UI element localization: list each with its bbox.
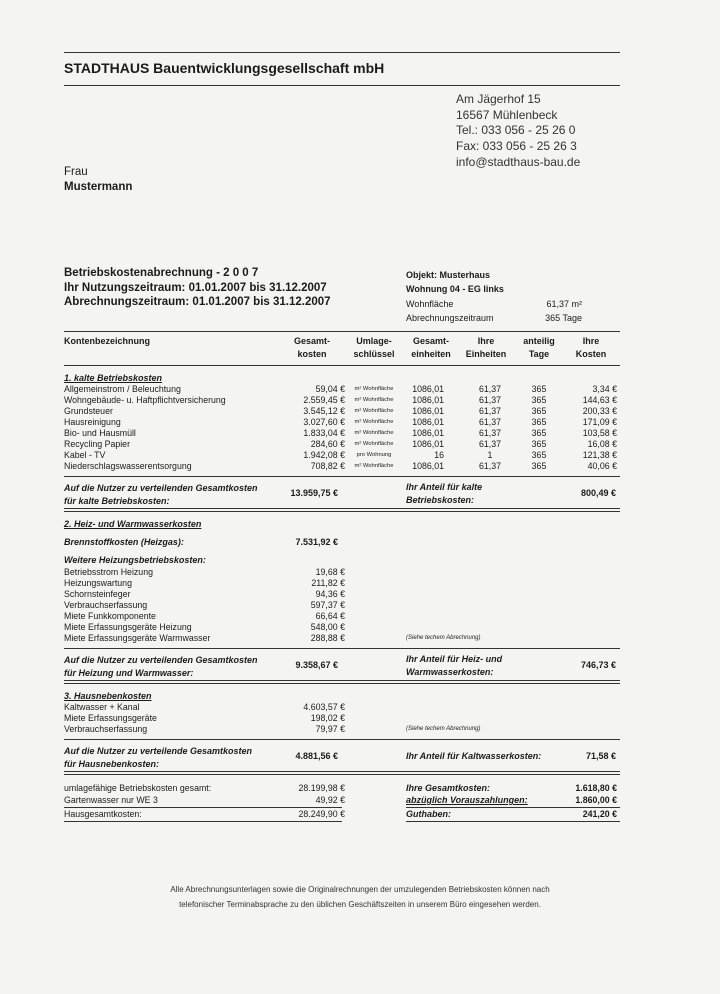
row-your-units: 61,37 — [478, 406, 501, 416]
total-right-label: abzüglich Vorauszahlungen: — [406, 795, 528, 805]
address-city: 16567 Mühlenbeck — [456, 107, 558, 122]
row-total-units: 1086,01 — [412, 417, 444, 427]
col-header-your-cost — [566, 335, 616, 361]
row-key: m² Wohnfläche — [354, 397, 394, 403]
row-name: Recycling Papier — [64, 439, 131, 449]
col-header-total-cost-l2: kosten — [297, 349, 327, 359]
section3-sum-label-l2: für Hausnebenkosten: — [64, 759, 160, 769]
row-cost: 94,36 € — [315, 589, 345, 599]
row-name: Miete Funkkomponente — [64, 611, 156, 621]
col-header-total-cost — [282, 335, 342, 361]
section1-share-label — [406, 481, 482, 507]
totals-left-bottom-rule — [64, 821, 342, 822]
row-cost: 1.942,08 € — [303, 450, 345, 460]
row-total-units: 1086,01 — [412, 428, 444, 438]
company-name: STADTHAUS Bauentwicklungsgesellschaft mbH — [64, 60, 385, 76]
footer-line: telefonischer Terminabsprache zu den üblichen Geschäftszeiten in unserem Büro eingesehen werden. — [179, 900, 541, 909]
totals-right-bottom-rule — [406, 821, 620, 822]
row-your-units: 61,37 — [478, 417, 501, 427]
table-row — [64, 406, 624, 417]
row-name: Wohngebäude- u. Haftpflichtversicherung — [64, 395, 226, 405]
row-name: Miete Erfassungsgeräte Heizung — [64, 622, 192, 632]
row-cost: 19,68 € — [315, 567, 345, 577]
row-days: 365 — [531, 439, 547, 449]
row-your-cost: 171,09 € — [582, 417, 617, 427]
table-row — [64, 702, 624, 713]
table-row — [64, 589, 624, 600]
row-key: m² Wohnfläche — [354, 386, 394, 392]
row-name: Allgemeinstrom / Beleuchtung — [64, 384, 181, 394]
col-header-key-l2: schlüssel — [353, 349, 395, 359]
address-block — [456, 92, 580, 171]
row-name: Verbrauchserfassung — [64, 600, 148, 610]
row-cost: 198,02 € — [310, 713, 345, 723]
row-cost: 708,82 € — [310, 461, 345, 471]
row-key: m² Wohnfläche — [354, 441, 394, 447]
techem-note: (Siehe techem Abrechnung) — [406, 726, 481, 732]
row-days: 365 — [531, 406, 547, 416]
row-days: 365 — [531, 428, 547, 438]
header-top-rule — [64, 331, 620, 332]
section1-sum-top-rule — [64, 476, 620, 477]
row-key: m² Wohnfläche — [354, 463, 394, 469]
row-cost: 4.603,57 € — [303, 702, 345, 712]
row-key: m² Wohnfläche — [354, 419, 394, 425]
section2-title: 2. Heiz- und Warmwasserkosten — [64, 519, 202, 529]
recipient-block — [64, 165, 132, 195]
section2-sum-bottom-rule2 — [64, 683, 620, 684]
section2-sum-label-l1: Auf die Nutzer zu verteilenden Gesamtkosten — [64, 655, 258, 665]
row-name: Miete Erfassungsgeräte Warmwasser — [64, 633, 211, 643]
top-rule — [64, 52, 620, 53]
billing-period: Abrechnungszeitraum: 01.01.2007 bis 31.12.2007 — [64, 296, 331, 308]
row-total-units: 1086,01 — [412, 439, 444, 449]
statement-title-line: Betriebskostenabrechnung - 2 0 0 7 — [64, 267, 259, 279]
object-area-value: 61,37 m² — [546, 299, 582, 309]
row-key: m² Wohnfläche — [354, 430, 394, 436]
row-cost: 66,64 € — [315, 611, 345, 621]
header-bottom-rule — [64, 365, 620, 366]
section1-sum-bottom-rule — [64, 508, 620, 509]
total-right-value: 241,20 € — [582, 809, 617, 819]
row-total-units: 16 — [434, 450, 444, 460]
row-your-cost: 200,33 € — [582, 406, 617, 416]
row-cost: 59,04 € — [315, 384, 345, 394]
section3-sum-top-rule — [64, 739, 620, 740]
table-row — [64, 461, 624, 472]
section3-sum-bottom-rule — [64, 771, 620, 772]
row-key: m² Wohnfläche — [354, 408, 394, 414]
section2-sum-top-rule — [64, 648, 620, 649]
row-name: Kaltwasser + Kanal — [64, 702, 140, 712]
table-row — [64, 578, 624, 589]
col-header-total-units-l2: einheiten — [411, 349, 451, 359]
row-total-units: 1086,01 — [412, 406, 444, 416]
section3-sum-bottom-rule2 — [64, 774, 620, 775]
totals-row — [64, 809, 624, 820]
section2-sum-value: 9.358,67 € — [295, 660, 338, 670]
row-name: Kabel - TV — [64, 450, 106, 460]
table-row — [64, 567, 624, 578]
usage-period: Ihr Nutzungszeitraum: 01.01.2007 bis 31.12.2007 — [64, 281, 327, 294]
section1-share-label-l2: Betriebskosten: — [406, 495, 475, 505]
total-right-label: Ihre Gesamtkosten: — [406, 783, 491, 793]
further-heating-costs-title: Weitere Heizungsbetriebskosten: — [64, 555, 206, 565]
section2-share-label-l1: Ihr Anteil für Heiz- und — [406, 654, 503, 664]
row-days: 365 — [531, 450, 547, 460]
address-fax: Fax: 033 056 - 25 26 3 — [456, 139, 577, 154]
section3-sum-value: 4.881,56 € — [295, 751, 338, 761]
col-header-name: Kontenbezeichnung — [64, 336, 150, 346]
row-cost: 211,82 € — [311, 578, 345, 588]
row-name: Heizungswartung — [64, 578, 132, 588]
object-unit: Wohnung 04 - EG links — [406, 284, 504, 295]
recipient-name: Mustermann — [64, 181, 133, 193]
row-total-units: 1086,01 — [412, 384, 444, 394]
section3-share-value: 71,58 € — [585, 751, 616, 761]
col-header-key — [346, 335, 402, 361]
table-row — [64, 450, 624, 461]
row-days: 365 — [531, 461, 547, 471]
row-days: 365 — [531, 395, 547, 405]
row-cost: 288,88 € — [310, 633, 345, 643]
table-row — [64, 713, 624, 724]
col-header-days-l1: anteilig — [523, 336, 555, 346]
row-total-units: 1086,01 — [412, 461, 444, 471]
footer-note — [0, 882, 720, 912]
statement-title — [64, 266, 331, 310]
col-header-total-units — [404, 335, 458, 361]
object-name: Objekt: Musterhaus — [406, 270, 491, 280]
col-header-your-units-l1: Ihre — [477, 336, 495, 346]
col-header-your-cost-l2: Kosten — [575, 349, 607, 359]
section1-sum-value: 13.959,75 € — [290, 488, 338, 498]
table-row — [64, 600, 624, 611]
section1-share-label-l1: Ihr Anteil für kalte — [406, 482, 483, 492]
total-left-label: Gartenwasser nur WE 3 — [64, 795, 158, 805]
row-cost: 79,97 € — [315, 724, 345, 734]
section2-share-label-l2: Warmwasserkosten: — [406, 667, 494, 677]
row-your-units: 1 — [487, 450, 493, 460]
total-left-label: Hausgesamtkosten: — [64, 809, 142, 819]
section2-share-value: 746,73 € — [580, 660, 616, 670]
section2-sum-label-l2: für Heizung und Warmwasser: — [64, 668, 194, 678]
table-row — [64, 633, 624, 644]
object-info — [406, 268, 504, 326]
total-right-value: 1.860,00 € — [575, 795, 617, 805]
object-period-value: 365 Tage — [545, 313, 582, 324]
row-cost: 597,37 € — [310, 600, 345, 610]
row-your-cost: 16,08 € — [587, 439, 617, 449]
row-name: Hausreinigung — [64, 417, 121, 427]
section1-share-value: 800,49 € — [580, 488, 616, 498]
row-your-units: 61,37 — [478, 461, 501, 471]
table-row — [64, 724, 624, 735]
total-left-value: 28.199,98 € — [298, 783, 345, 793]
section1-sum-label-l2: für kalte Betriebskosten: — [64, 496, 170, 506]
total-right-label: Guthaben: — [406, 809, 451, 819]
total-right-value: 1.618,80 € — [575, 783, 617, 793]
table-row — [64, 611, 624, 622]
section1-sum-bottom-rule2 — [64, 511, 620, 512]
row-cost: 548,00 € — [310, 622, 345, 632]
object-area-label: Wohnfläche — [406, 298, 454, 309]
section1-sum-label-l1: Auf die Nutzer zu verteilenden Gesamtkosten — [64, 483, 258, 493]
row-your-cost: 103,58 € — [582, 428, 617, 438]
col-header-your-units-l2: Einheiten — [465, 349, 507, 359]
recipient-salutation: Frau — [64, 166, 88, 178]
total-left-label: umlagefähige Betriebskosten gesamt: — [64, 783, 212, 793]
row-your-cost: 144,63 € — [582, 395, 617, 405]
techem-note: (Siehe techem Abrechnung) — [406, 635, 481, 641]
row-cost: 1.833,04 € — [303, 428, 345, 438]
row-cost: 2.559,45 € — [303, 395, 345, 405]
address-street: Am Jägerhof 15 — [456, 92, 541, 106]
row-cost: 3.027,60 € — [303, 417, 345, 427]
row-cost: 3.545,12 € — [303, 406, 345, 416]
section2-share-label — [406, 653, 502, 679]
section3-share-label: Ihr Anteil für Kaltwasserkosten: — [406, 751, 542, 761]
totals-left-rule — [64, 807, 342, 808]
section1-sum-label — [64, 482, 258, 508]
row-your-units: 61,37 — [478, 439, 501, 449]
row-name: Verbrauchserfassung — [64, 724, 148, 734]
totals-right-rule — [406, 807, 620, 808]
row-your-cost: 121,38 € — [582, 450, 617, 460]
table-row — [64, 439, 624, 450]
total-left-value: 28.249,90 € — [298, 809, 345, 819]
col-header-key-l1: Umlage- — [356, 336, 392, 346]
row-cost: 284,60 € — [310, 439, 345, 449]
row-your-cost: 3,34 € — [592, 384, 617, 394]
col-header-days — [514, 335, 564, 361]
row-total-units: 1086,01 — [412, 395, 444, 405]
col-header-total-units-l1: Gesamt- — [412, 336, 449, 346]
object-period-label: Abrechnungszeitraum — [406, 313, 494, 324]
row-your-units: 61,37 — [478, 395, 501, 405]
total-left-value: 49,92 € — [315, 795, 345, 805]
section2-sum-label — [64, 654, 258, 680]
row-your-units: 61,37 — [478, 428, 501, 438]
table-row — [64, 384, 624, 395]
row-name: Miete Erfassungsgeräte — [64, 713, 157, 723]
section3-sum-label — [64, 745, 252, 771]
col-header-total-cost-l1: Gesamt- — [293, 336, 330, 346]
footer-line: Alle Abrechnungsunterlagen sowie die Originalrechnungen der umzulegenden Betriebskosten können nach — [170, 885, 550, 894]
row-days: 365 — [531, 384, 547, 394]
totals-row — [64, 783, 624, 794]
totals-row — [64, 795, 624, 806]
fuel-cost-label: Brennstoffkosten (Heizgas): — [64, 537, 184, 547]
table-row — [64, 395, 624, 406]
row-your-cost: 40,06 € — [587, 461, 617, 471]
row-name: Bio- und Hausmüll — [64, 428, 136, 438]
address-phone: Tel.: 033 056 - 25 26 0 — [456, 123, 576, 138]
row-your-units: 61,37 — [478, 384, 501, 394]
section3-title: 3. Hausnebenkosten — [64, 691, 152, 701]
row-name: Schornsteinfeger — [64, 589, 131, 599]
col-header-days-l2: Tage — [528, 349, 550, 359]
section2-sum-bottom-rule — [64, 680, 620, 681]
row-key: pro Wohnung — [356, 452, 392, 458]
col-header-your-cost-l1: Ihre — [582, 336, 600, 346]
table-row — [64, 417, 624, 428]
col-header-your-units — [458, 335, 514, 361]
section3-sum-label-l1: Auf die Nutzer zu verteilende Gesamtkosten — [64, 746, 253, 756]
company-rule — [64, 85, 620, 86]
row-days: 365 — [531, 417, 547, 427]
address-email[interactable]: info@stadthaus-bau.de — [456, 154, 581, 169]
object-values — [516, 297, 582, 326]
table-row — [64, 428, 624, 439]
row-name: Grundsteuer — [64, 406, 113, 416]
fuel-cost-value: 7.531,92 € — [295, 537, 338, 547]
row-name: Betriebsstrom Heizung — [64, 567, 153, 577]
row-name: Niederschlagswasserentsorgung — [64, 461, 192, 471]
section1-title: 1. kalte Betriebskosten — [64, 373, 163, 383]
table-row — [64, 622, 624, 633]
